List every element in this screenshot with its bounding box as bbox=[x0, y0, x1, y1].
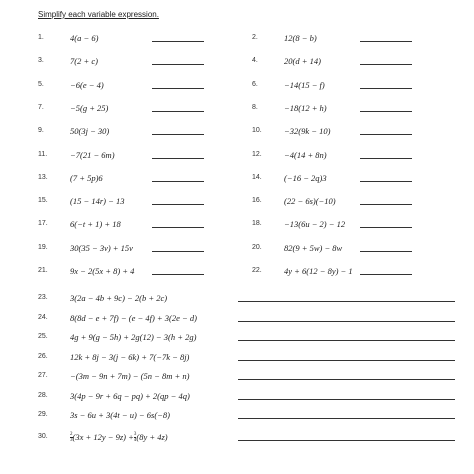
problem-number: 5. bbox=[38, 80, 44, 88]
problem-expression: 82(9 + 5w) − 8w bbox=[284, 242, 343, 253]
problem-number: 13. bbox=[38, 173, 48, 181]
answer-line[interactable] bbox=[238, 360, 455, 361]
problem-expression: 6(−t + 1) + 18 bbox=[70, 219, 121, 230]
problem-number: 25. bbox=[38, 333, 48, 340]
problem-long-2 bbox=[38, 312, 455, 324]
problem-expression: 50(3j − 30) bbox=[70, 126, 110, 137]
problem-expression: 12k + 8j − 3(j − 6k) + 7(−7k − 8j) bbox=[70, 351, 190, 362]
answer-line[interactable] bbox=[360, 274, 412, 275]
problem-expression: 4g + 9(g − 5h) + 2g(12) − 3(h + 2g) bbox=[70, 332, 197, 342]
expression-part-1: (3x + 12y − 9z) + bbox=[72, 431, 134, 442]
expression-part-2: (8y + 4z) bbox=[136, 431, 168, 442]
problem-expression: 7(2 + c) bbox=[70, 56, 98, 67]
answer-line[interactable] bbox=[238, 399, 455, 400]
problem-number: 22. bbox=[252, 267, 262, 274]
answer-line[interactable] bbox=[360, 88, 412, 89]
problem-right-8 bbox=[252, 195, 412, 207]
problem-number: 6. bbox=[252, 80, 258, 88]
problem-number: 19. bbox=[38, 243, 48, 251]
answer-line[interactable] bbox=[238, 340, 455, 341]
problem-number: 12. bbox=[252, 150, 262, 158]
problem-expression: −6(e − 4) bbox=[70, 79, 104, 90]
problem-left-6 bbox=[38, 149, 204, 161]
problem-long-5 bbox=[38, 370, 455, 382]
problem-expression: 3(2a − 4b + 9c) − 2(b + 2c) bbox=[70, 293, 168, 303]
problem-expression: −7(21 − 6m) bbox=[70, 149, 115, 160]
problem-expression: 4(a − 6) bbox=[70, 33, 99, 43]
problem-number: 2. bbox=[252, 34, 258, 41]
problem-expression: (−16 − 2q)3 bbox=[284, 172, 327, 183]
answer-line[interactable] bbox=[360, 111, 412, 112]
problem-expression: 8(8d − e + 7f) − (e − 4f) + 3(2e − d) bbox=[70, 312, 197, 323]
problem-long-1 bbox=[38, 292, 455, 304]
answer-line[interactable] bbox=[360, 134, 412, 135]
fraction-denominator: 4 bbox=[133, 438, 137, 444]
problem-number: 9. bbox=[38, 127, 44, 135]
problem-left-2 bbox=[38, 55, 204, 67]
problem-left-9 bbox=[38, 218, 204, 230]
answer-line[interactable] bbox=[152, 111, 204, 112]
answer-line[interactable] bbox=[360, 204, 412, 205]
problem-number: 10. bbox=[252, 127, 262, 135]
problem-expression: −14(15 − f) bbox=[284, 79, 325, 90]
answer-line[interactable] bbox=[152, 88, 204, 89]
problem-left-3 bbox=[38, 79, 204, 91]
problem-long-3 bbox=[38, 331, 455, 343]
problem-right-4 bbox=[252, 102, 412, 114]
problem-left-5 bbox=[38, 125, 204, 137]
problem-number: 27. bbox=[38, 372, 48, 379]
answer-line[interactable] bbox=[152, 181, 204, 182]
problem-expression: 9x − 2(5x + 8) + 4 bbox=[70, 266, 135, 276]
answer-line[interactable] bbox=[360, 227, 412, 228]
problem-right-5 bbox=[252, 125, 412, 137]
problem-long-7 bbox=[38, 409, 455, 421]
answer-line[interactable] bbox=[152, 64, 204, 65]
problem-number: 21. bbox=[38, 267, 48, 274]
problem-expression: −5(g + 25) bbox=[70, 102, 109, 113]
fraction-numerator: 2 bbox=[70, 432, 73, 438]
answer-line[interactable] bbox=[152, 134, 204, 135]
problem-number: 23. bbox=[38, 294, 48, 301]
worksheet-instruction: Simplify each variable expression. bbox=[38, 10, 159, 19]
fraction-denominator: 3 bbox=[70, 438, 73, 444]
problem-number: 8. bbox=[252, 103, 258, 111]
problem-right-7 bbox=[252, 172, 412, 184]
problem-30 bbox=[38, 431, 455, 443]
problem-number: 14. bbox=[252, 173, 262, 181]
problem-right-6 bbox=[252, 149, 412, 161]
problem-left-10 bbox=[38, 242, 204, 254]
answer-line[interactable] bbox=[360, 64, 412, 65]
problem-left-4 bbox=[38, 102, 204, 114]
problem-expression bbox=[70, 431, 168, 444]
problem-right-1 bbox=[252, 32, 412, 44]
problem-number: 17. bbox=[38, 220, 48, 228]
answer-line[interactable] bbox=[360, 41, 412, 42]
problem-number: 26. bbox=[38, 352, 48, 360]
problem-expression: −18(12 + h) bbox=[284, 102, 327, 113]
fraction-numerator: 3 bbox=[133, 432, 137, 438]
answer-line[interactable] bbox=[238, 379, 455, 380]
problem-right-9 bbox=[252, 218, 412, 230]
answer-line[interactable] bbox=[360, 158, 412, 159]
problem-number: 4. bbox=[252, 57, 258, 65]
answer-line[interactable] bbox=[238, 301, 455, 302]
answer-line[interactable] bbox=[360, 251, 412, 252]
problem-right-10 bbox=[252, 242, 412, 254]
problem-number: 1. bbox=[38, 34, 44, 41]
problem-number: 29. bbox=[38, 411, 48, 418]
answer-line[interactable] bbox=[152, 274, 204, 275]
answer-line[interactable] bbox=[152, 227, 204, 228]
answer-line[interactable] bbox=[152, 204, 204, 205]
problem-right-3 bbox=[252, 79, 412, 91]
problem-number: 18. bbox=[252, 220, 262, 228]
problem-left-8 bbox=[38, 195, 204, 207]
problem-right-11 bbox=[252, 265, 412, 277]
problem-expression: 12(8 − b) bbox=[284, 33, 317, 43]
answer-line[interactable] bbox=[360, 181, 412, 182]
answer-line[interactable] bbox=[238, 321, 455, 322]
problem-expression: 4y + 6(12 − 8y) − 1 bbox=[284, 266, 353, 276]
problem-expression: 3(4p − 9r + 6q − pq) + 2(qp − 4q) bbox=[70, 390, 190, 401]
problem-expression: (15 − 14r) − 13 bbox=[70, 196, 125, 207]
answer-line[interactable] bbox=[238, 418, 455, 419]
problem-expression: −(3m − 9n + 7m) − (5n − 8m + n) bbox=[70, 371, 190, 381]
problem-expression: 3s − 6u + 3(4t − u) − 6s(−8) bbox=[70, 410, 170, 420]
problem-expression: 20(d + 14) bbox=[284, 56, 321, 67]
problem-number: 24. bbox=[38, 313, 48, 321]
answer-line[interactable] bbox=[152, 251, 204, 252]
problem-left-11 bbox=[38, 265, 204, 277]
problem-number: 11. bbox=[38, 150, 48, 158]
problem-long-4 bbox=[38, 351, 455, 363]
problem-left-1 bbox=[38, 32, 204, 44]
problem-expression: −13(6u − 2) − 12 bbox=[284, 219, 346, 230]
problem-expression: (22 − 6s)(−10) bbox=[284, 196, 336, 207]
problem-long-6 bbox=[38, 390, 455, 402]
problem-left-7 bbox=[38, 172, 204, 184]
problem-right-2 bbox=[252, 55, 412, 67]
problem-number: 20. bbox=[252, 243, 262, 251]
problem-number: 7. bbox=[38, 103, 44, 111]
answer-line[interactable] bbox=[152, 41, 204, 42]
problem-number: 3. bbox=[38, 57, 44, 65]
problem-number: 15. bbox=[38, 197, 48, 205]
problem-expression: −4(14 + 8n) bbox=[284, 149, 327, 160]
problem-expression: (7 + 5p)6 bbox=[70, 172, 103, 183]
problem-expression: 30(35 − 3v) + 15v bbox=[70, 242, 133, 253]
problem-number: 28. bbox=[38, 391, 48, 399]
answer-line[interactable] bbox=[238, 440, 455, 441]
problem-number: 16. bbox=[252, 197, 262, 205]
answer-line[interactable] bbox=[152, 158, 204, 159]
problem-expression: −32(9k − 10) bbox=[284, 126, 331, 137]
problem-number: 30. bbox=[38, 432, 48, 440]
